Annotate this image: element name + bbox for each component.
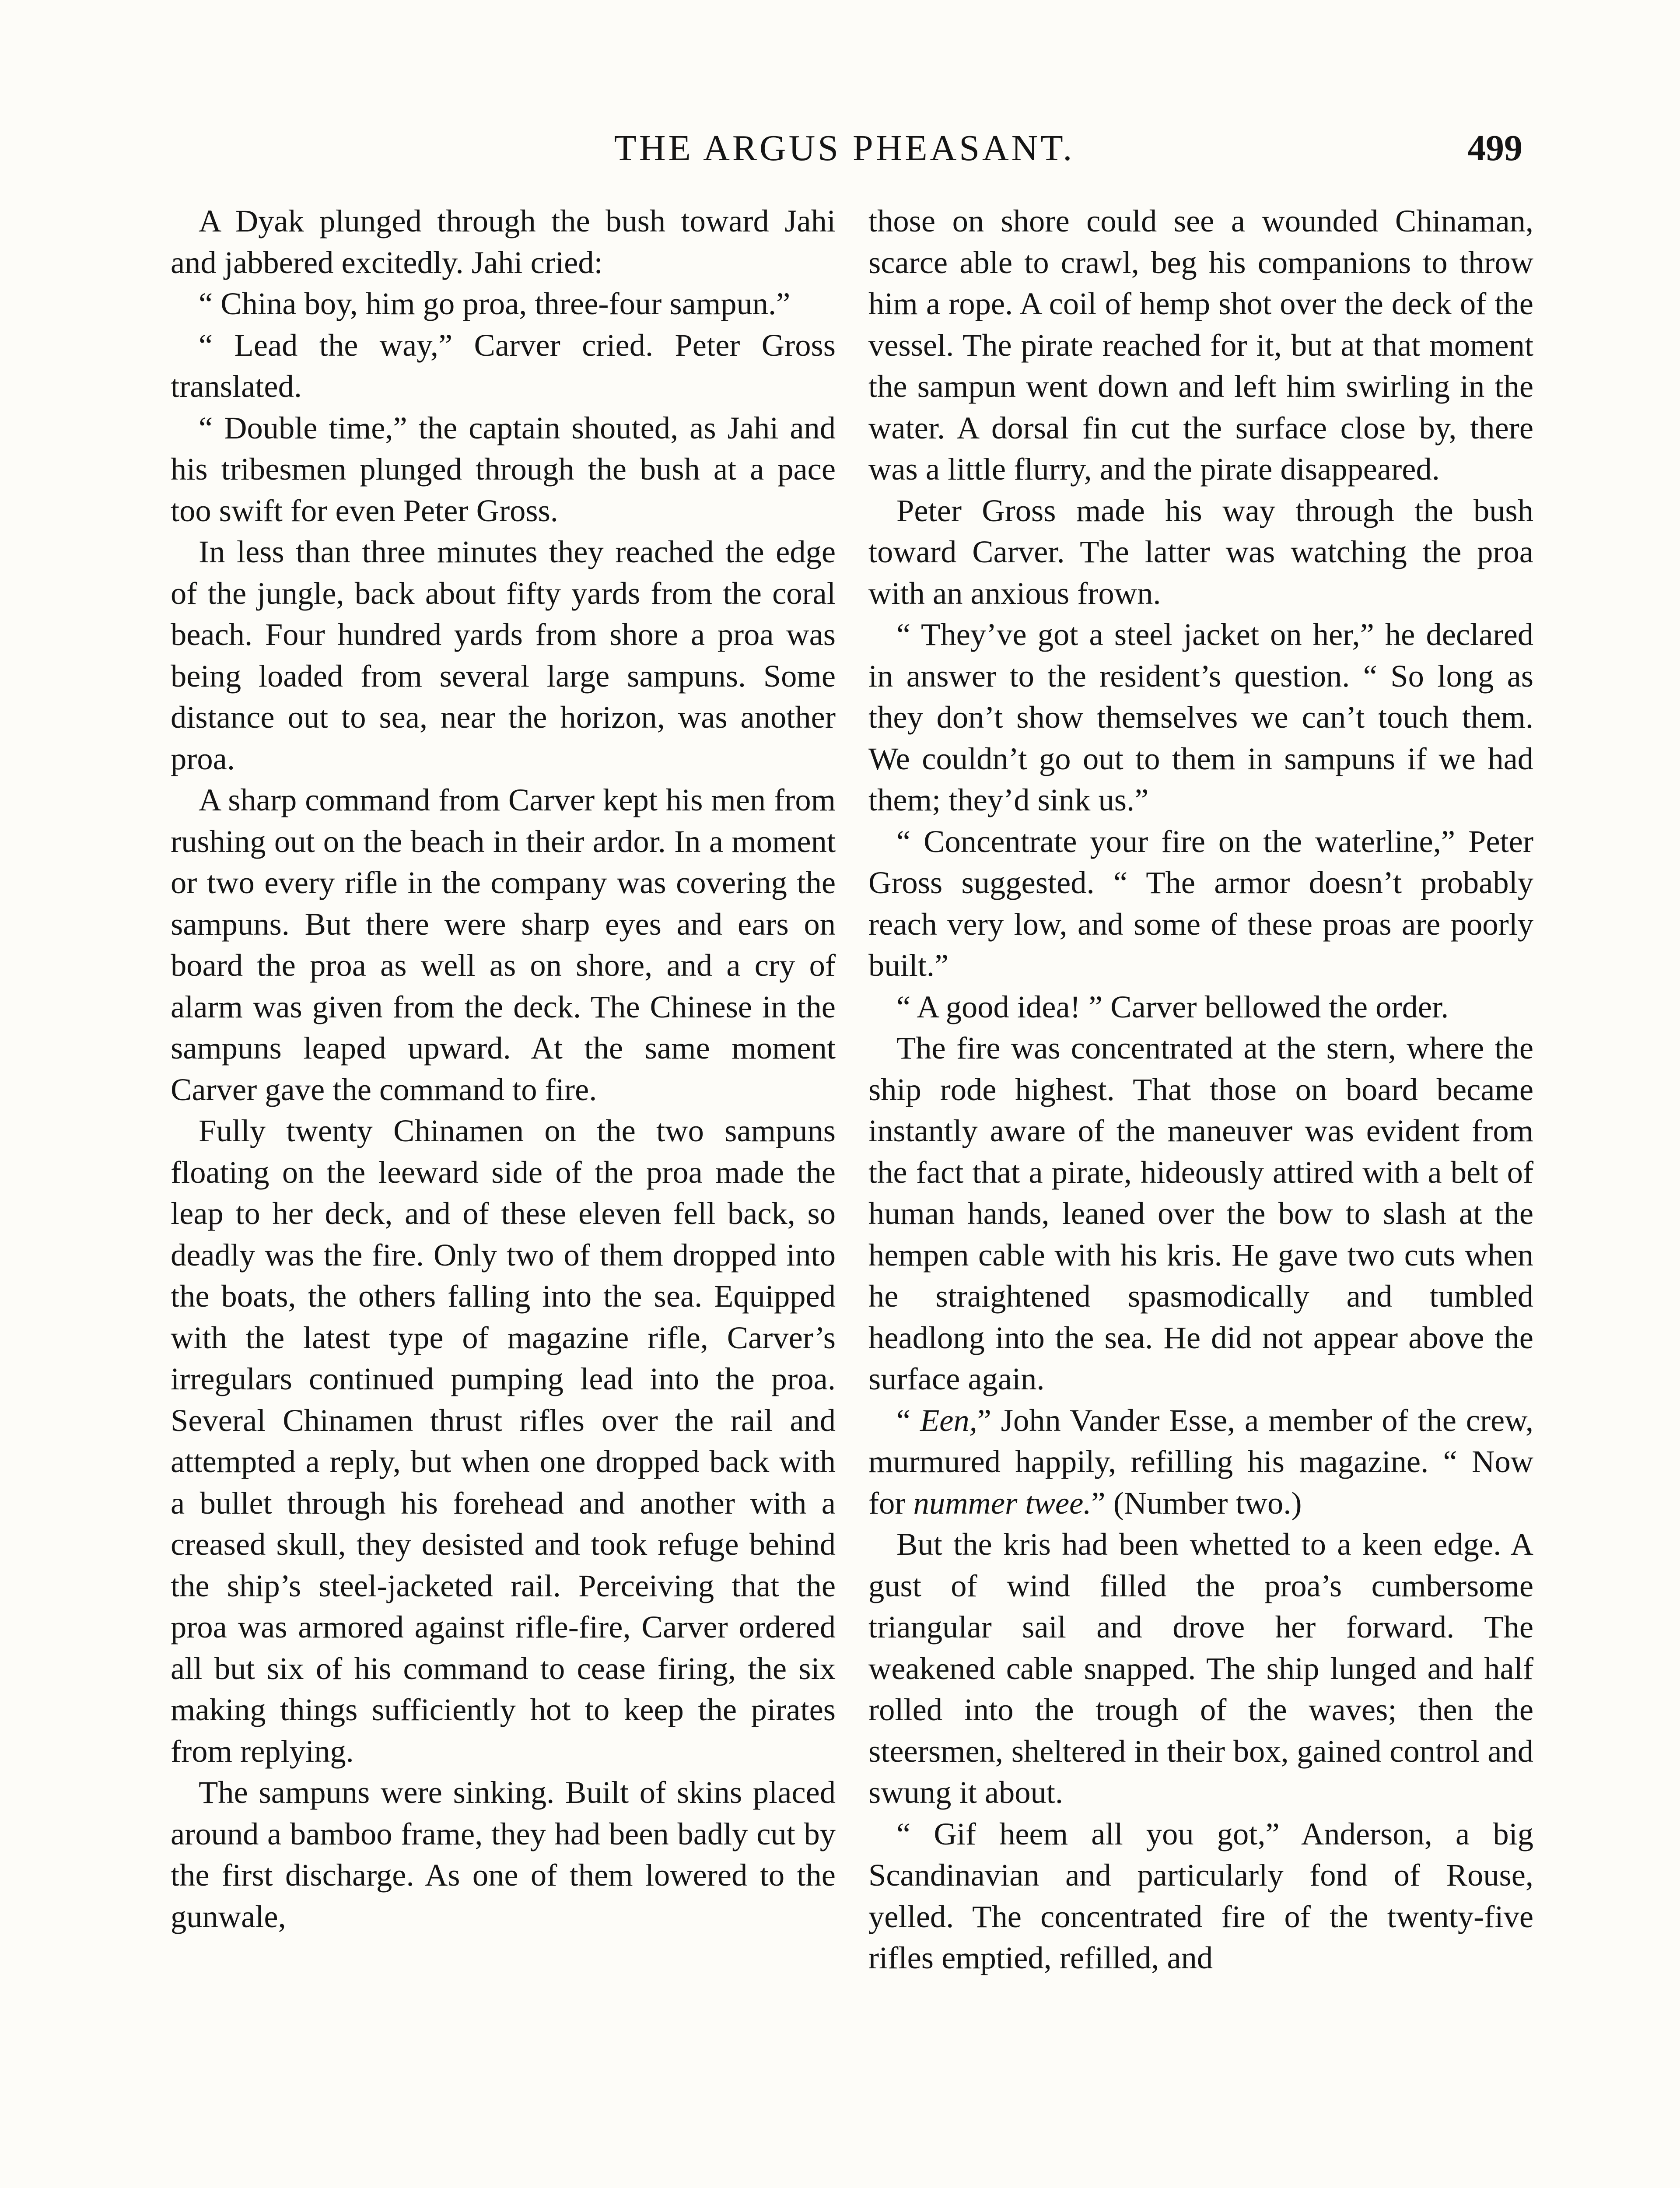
paragraph: Fully twenty Chinamen on the two sampuns floating on the leeward side of the proa made the leap to her deck, and of these eleven fell back, so deadly was the fire. Only two of them dropped into the boats, the others falling into the sea. Equipped with the latest type of magazine rifle, Carver’s irregulars continued pumping lead into the proa. Several Chinamen thrust rifles over the rail and attempted a reply, but when one dropped back with a bullet through his forehead and another with a creased skull, they desisted and took refuge behind the ship’s steel-jacketed rail. Perceiving that the proa was armored against rifle-fire, Carver ordered all but six of his command to cease firing, the six making things sufficiently hot to keep the pirates from replying. [171, 1113, 836, 1769]
paragraph: The fire was concentrated at the stern, where the ship rode highest. That those on board became instantly aware of the maneuver was evident from the fact that a pirate, hideously attired with a belt of human hands, leaned over the bow to slash at the hempen cable with his kris. He gave two cuts when he straightened spasmodically and tumbled headlong into the sea. He did not appear above the surface again. [868, 1030, 1533, 1396]
paragraph: “ They’ve got a steel jacket on her,” he declared in answer to the resident’s question. “ So long as they don’t show themselves we can’t touch them. We couldn’t go out to them in sampuns if we had them; they’d sink us.” [868, 617, 1533, 817]
paragraph: But the kris had been whetted to a keen edge. A gust of wind filled the proa’s cumbersome triangular sail and drove her forward. The weakened cable snapped. The ship lunged and half rolled into the trough of the waves; then the steersmen, sheltered in their box, gained control and swung it about. [868, 1526, 1533, 1810]
page-number: 499 [1467, 128, 1522, 168]
paragraph: those on shore could see a wounded Chinaman, scarce able to crawl, beg his companions to throw him a rope. A coil of hemp shot over the deck of the vessel. The pirate reached for it, but at that moment the sampun went down and left him swirling in the water. A dorsal fin cut the surface close by, there was a little flurry, and the pirate disappeared. [868, 203, 1533, 487]
paragraph: A sharp command from Carver kept his men from rushing out on the beach in their ardor. In a moment or two every rifle in the company was covering the sampuns. But there were sharp eyes and ears on board the proa as well as on shore, and a cry of alarm was given from the deck. The Chinese in the sampuns leaped upward. At the same moment Carver gave the command to fire. [171, 782, 836, 1107]
right-column [868, 200, 1533, 1979]
paragraph: “ Concentrate your fire on the waterline,” Peter Gross suggested. “ The armor doesn’t probably reach very low, and some of these proas are poorly built.” [868, 823, 1533, 983]
paragraph: A Dyak plunged through the bush toward Jahi and jabbered excitedly. Jahi cried: [171, 203, 836, 280]
text-run: “ [896, 1402, 920, 1438]
paragraph: “ Gif heem all you got,” Anderson, a big Scandinavian and particularly fond of Rouse, yelled. The concentrated fire of the twenty-five rifles emptied, refilled, and [868, 1816, 1533, 1975]
italic-word: Een, [920, 1402, 977, 1438]
running-head [166, 127, 1522, 179]
running-title: THE ARGUS PHEASANT. [614, 128, 1075, 168]
paragraph: “ Double time,” the captain shouted, as Jahi and his tribesmen plunged through the bush at a pace too swift for even Peter Gross. [171, 410, 836, 528]
paragraph: “ Lead the way,” Carver cried. Peter Gross translated. [171, 327, 836, 404]
paragraph: Peter Gross made his way through the bush toward Carver. The latter was watching the proa with an anxious frown. [868, 492, 1533, 611]
text-run: ” (Number two.) [1091, 1485, 1302, 1521]
paragraph: “ China boy, him go proa, three-four sampun.” [199, 286, 791, 321]
paragraph: The sampuns were sinking. Built of skins placed around a bamboo frame, they had been badly cut by the first discharge. As one of them lowered to the gunwale, [171, 1774, 836, 1934]
paragraph: In less than three minutes they reached the edge of the jungle, back about fifty yards from the coral beach. Four hundred yards from shore a proa was being loaded from several large sampuns. Some distance out to sea, near the horizon, was another proa. [171, 534, 836, 776]
text-run: ” John Vander Esse, a member of the crew, murmured happily, refilling his magazine. “ Now for [868, 1402, 1533, 1521]
italic-word: nummer twee. [913, 1485, 1092, 1521]
paragraph: “ A good idea! ” Carver bellowed the order. [896, 989, 1449, 1024]
paragraph-with-dutch [868, 1400, 1533, 1524]
left-column [171, 200, 836, 1937]
